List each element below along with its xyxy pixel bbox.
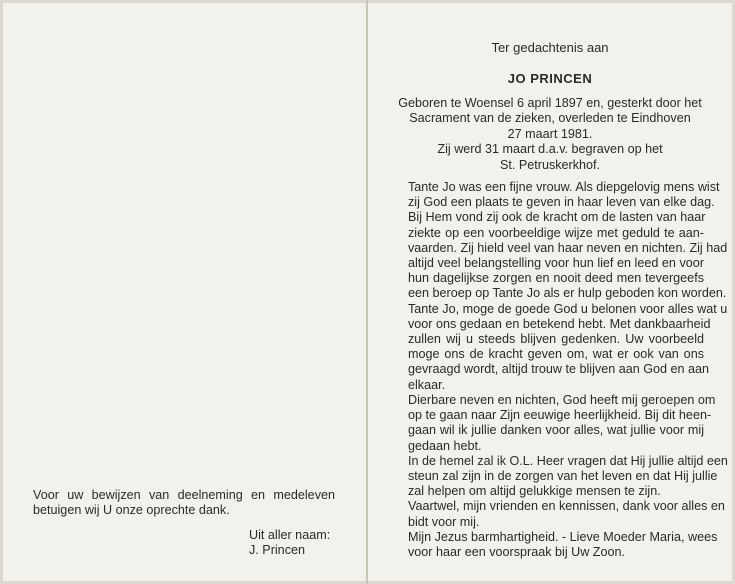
birth-death-line: Sacrament van de zieken, overleden te Eindhoven <box>409 111 691 126</box>
tribute-text <box>408 180 728 393</box>
thanks-line: Voor uw bewijzen van deelneming en medeleven <box>33 488 335 502</box>
tribute-line: ziekte op een voorbeeldige wijze met geduld te aan- <box>408 225 704 240</box>
thanks-line: betuigen wij U onze oprechte dank. <box>33 503 230 518</box>
birth-death-line: St. Petruskerkhof. <box>499 157 601 172</box>
signature <box>249 528 330 558</box>
prayer-line: Mijn Jezus barmhartigheid. - Lieve Moeder Maria, wees <box>408 530 718 544</box>
tribute-line: gevraagd wordt, altijd trouw te blijven aan God en aan <box>408 362 710 377</box>
tribute-line: Tante Jo, moge de goede God u belonen voor alles wat u <box>408 301 728 316</box>
tribute-line: hun dagelijkse zorgen en nooit deed men tevergeefs <box>408 271 704 286</box>
tribute-line: een beroep op Tante Jo als er hulp geboden kon worden. <box>408 286 727 301</box>
message-line: steun zal zijn in de zorgen van het leven en dat Hij jullie <box>408 469 718 484</box>
tribute-line: voor ons gedaan en betekend hebt. Met dankbaarheid <box>408 316 711 331</box>
signature-line: J. Princen <box>249 543 305 558</box>
tribute-line: altijd veel belangstelling voor hun lief en leed en voor <box>408 256 704 271</box>
signature-line: Uit aller naam: <box>249 528 331 542</box>
tribute-line: Bij Hem vond zij ook de kracht om de lasten van haar <box>408 210 706 225</box>
tribute-line: zij God een plaats te geven in haar leven van elke dag. <box>408 195 715 210</box>
message-line: gaan wil ik jullie danken voor alles, wat jullie voor mij <box>408 423 704 438</box>
birth-death-line: Zij werd 31 maart d.a.v. begraven op het <box>437 142 663 157</box>
tribute-line: moge ons de kracht geven om, wat er ook van ons <box>408 347 704 362</box>
message-line: In de hemel zal ik O.L. Heer vragen dat Hij jullie altijd een <box>408 453 728 468</box>
tribute-line: zullen wij u steeds blijven gedenken. Uw voorbeeld <box>408 332 704 347</box>
left-panel <box>3 3 367 581</box>
thanks-text <box>33 488 335 518</box>
message-line: Vaartwel, mijn vrienden en kennissen, dank voor alles en <box>408 499 725 514</box>
birth-death-line: 27 maart 1981. <box>507 126 593 141</box>
message-line: bidt voor mij. <box>408 514 480 529</box>
message-line: gedaan hebt. <box>408 438 482 453</box>
tribute-line: Tante Jo was een fijne vrouw. Als diepgelovig mens wist <box>408 180 720 194</box>
tribute-line: vaarden. Zij hield veel van haar neven en nichten. Zij had <box>408 240 728 255</box>
tribute-line: elkaar. <box>408 377 446 392</box>
message-text <box>408 393 728 530</box>
message-line: op te gaan naar Zijn eeuwige heerlijkheid. Bij dit heen- <box>408 408 712 423</box>
right-panel <box>368 3 732 581</box>
birth-death-line: Geboren te Woensel 6 april 1897 en, gesterkt door het <box>398 96 702 110</box>
prayer-text <box>408 530 718 560</box>
header-text: Ter gedachtenis aan <box>491 40 609 55</box>
birth-death-text <box>368 96 732 173</box>
message-line: zal helpen om altijd gelukkige mensen te zijn. <box>408 484 661 499</box>
deceased-name: JO PRINCEN <box>507 71 593 86</box>
message-line: Dierbare neven en nichten, God heeft mij geroepen om <box>408 393 716 407</box>
prayer-line: voor haar een voorspraak bij Uw Zoon. <box>408 545 626 560</box>
